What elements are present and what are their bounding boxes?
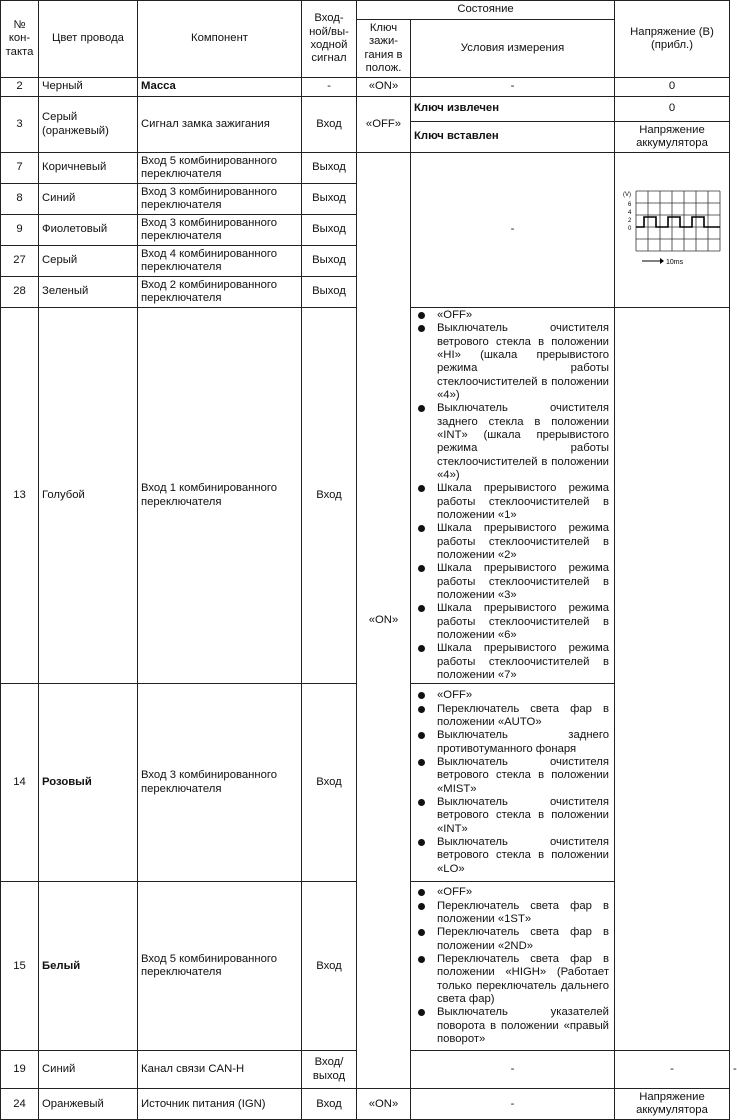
oscillogram-ytick: 2 [628,218,632,224]
component: Сигнал замка зажигания [138,97,302,153]
condition: - [615,1051,730,1089]
signal-io: Выход [302,246,357,277]
condition-item: Переключатель света фар в положении «HIGH» (Работает только переключатель дальнего света фар) [415,953,609,1006]
table-row [1,78,730,97]
condition-item: «OFF» [415,309,609,322]
wire-color: Синий [39,184,138,215]
condition: Ключ извлечен [411,97,615,122]
table-row: 19 Синий Канал связи CAN-H Вход/ выход - - - [1,1051,730,1089]
component: Вход 4 комбинированного переключателя [138,246,302,277]
component: Вход 3 комбинированного переключателя [138,215,302,246]
component: Источник питания (IGN) [138,1089,302,1120]
signal-io: Вход [302,882,357,1051]
pin-number: 14 [1,684,39,882]
oscillogram-ytick: 6 [628,202,632,208]
component: Вход 1 комбинированного переключателя [138,308,302,684]
condition-list [411,308,615,684]
condition-item: Переключатель света фар в положении «1ST» [415,900,609,927]
pin-number: 7 [1,153,39,184]
key-position: «ON» [357,78,411,97]
header-pin: № кон-такта [1,1,39,78]
condition-item: Выключатель очистителя ветрового стекла в положении «HI» (шкала прерывистого режима работы стеклоочистителей в положении «4») [415,322,609,402]
oscillogram-time-label: 10ms [666,259,684,266]
condition-item: Выключатель очистителя ветрового стекла в положении «MIST» [415,756,609,796]
condition-item: Выключатель заднего противотуманного фонаря [415,729,609,756]
wire-color: Оранжевый [39,1089,138,1120]
condition-item: Шкала прерывистого режима работы стеклоочистителей в положении «6» [415,602,609,642]
wire-color: Голубой [39,308,138,684]
signal-io: Вход [302,684,357,882]
condition-item: Выключатель очистителя ветрового стекла в положении «INT» [415,796,609,836]
voltage: 0 [615,78,730,97]
component: Вход 3 комбинированного переключателя [138,684,302,882]
signal-io: Вход [302,97,357,153]
signal-io: - [302,78,357,97]
header-wire-color: Цвет провода [39,1,138,78]
condition-list [411,684,615,882]
voltage: Напряжение аккумулятора [615,1089,730,1120]
component: Масса [138,78,302,97]
key-position: «ON» [357,1089,411,1120]
pin-number: 24 [1,1089,39,1120]
component: Канал связи CAN-H [138,1051,302,1089]
signal-io: Вход [302,1089,357,1120]
condition-item: Выключатель указателей поворота в положении «правый поворот» [415,1006,609,1046]
wire-color: Фиолетовый [39,215,138,246]
component: Вход 5 комбинированного переключателя [138,153,302,184]
condition-item: Выключатель очистителя заднего стекла в положении «INT» (шкала прерывистого режима работы стеклоочистителей в положении «4») [415,402,609,482]
header-component: Компонент [138,1,302,78]
condition-item: Шкала прерывистого режима работы стеклоочистителей в положении «2» [415,522,609,562]
oscillogram-cell [615,153,730,308]
condition-item: «OFF» [415,886,609,899]
component: Вход 2 комбинированного переключателя [138,277,302,308]
voltage: Напряжение аккумулятора [615,122,730,153]
pin-number: 13 [1,308,39,684]
wire-color: Черный [39,78,138,97]
pin-number: 3 [1,97,39,153]
condition-item: Шкала прерывистого режима работы стеклоочистителей в положении «1» [415,482,609,522]
signal-io: Выход [302,277,357,308]
condition-item: Переключатель света фар в положении «AUTO» [415,703,609,730]
pin-number: 15 [1,882,39,1051]
condition-item: Шкала прерывистого режима работы стеклоочистителей в положении «3» [415,562,609,602]
condition-item: Шкала прерывистого режима работы стеклоочистителей в положении «7» [415,642,609,682]
header-io: Вход-ной/вы-ходной сигнал [302,1,357,78]
signal-io: Выход [302,184,357,215]
voltage: 0 [615,97,730,122]
table-row [1,153,730,184]
pin-number: 27 [1,246,39,277]
key-position: «OFF» [357,97,411,153]
wire-color: Серый (оранжевый) [39,97,138,153]
header-state: Состояние [357,1,615,20]
table-row [1,1089,730,1120]
pin-number: 9 [1,215,39,246]
condition-item: «OFF» [415,689,609,702]
pin-number: 19 [1,1051,39,1089]
condition-item: Выключатель очистителя ветрового стекла в положении «LO» [415,836,609,876]
signal-io: Выход [302,153,357,184]
signal-io: Вход/ выход [302,1051,357,1089]
wire-color: Белый [39,882,138,1051]
pin-number: 8 [1,184,39,215]
condition-item: Переключатель света фар в положении «2ND» [415,926,609,953]
wire-color: Розовый [39,684,138,882]
oscillogram-ylabel: (V) [623,192,631,198]
signal-io: Выход [302,215,357,246]
header-key-position: Ключ зажи-гания в полож. [357,20,411,78]
wire-color: Синий [39,1051,138,1089]
pin-number: 28 [1,277,39,308]
header-voltage: Напряжение (В) (прибл.) [615,1,730,78]
condition-merged: - [411,153,615,308]
wire-color: Коричневый [39,153,138,184]
oscillogram-ytick: 0 [628,226,632,232]
condition-list [411,882,615,1051]
voltage-empty [615,308,730,1051]
oscillogram [622,187,722,273]
component: Вход 5 комбинированного переключателя [138,882,302,1051]
oscillogram-ytick: 4 [628,210,632,216]
wire-color: Зеленый [39,277,138,308]
pin-number: 2 [1,78,39,97]
key-position-merged: «ON» [357,153,411,1089]
condition: - [411,1089,615,1120]
component: Вход 3 комбинированного переключателя [138,184,302,215]
signal-io: Вход [302,308,357,684]
condition: Ключ вставлен [411,122,615,153]
wire-color: Серый [39,246,138,277]
header-conditions: Условия измерения [411,20,615,78]
condition: - [411,78,615,97]
key-position: - [411,1051,615,1089]
table-row [1,97,730,122]
